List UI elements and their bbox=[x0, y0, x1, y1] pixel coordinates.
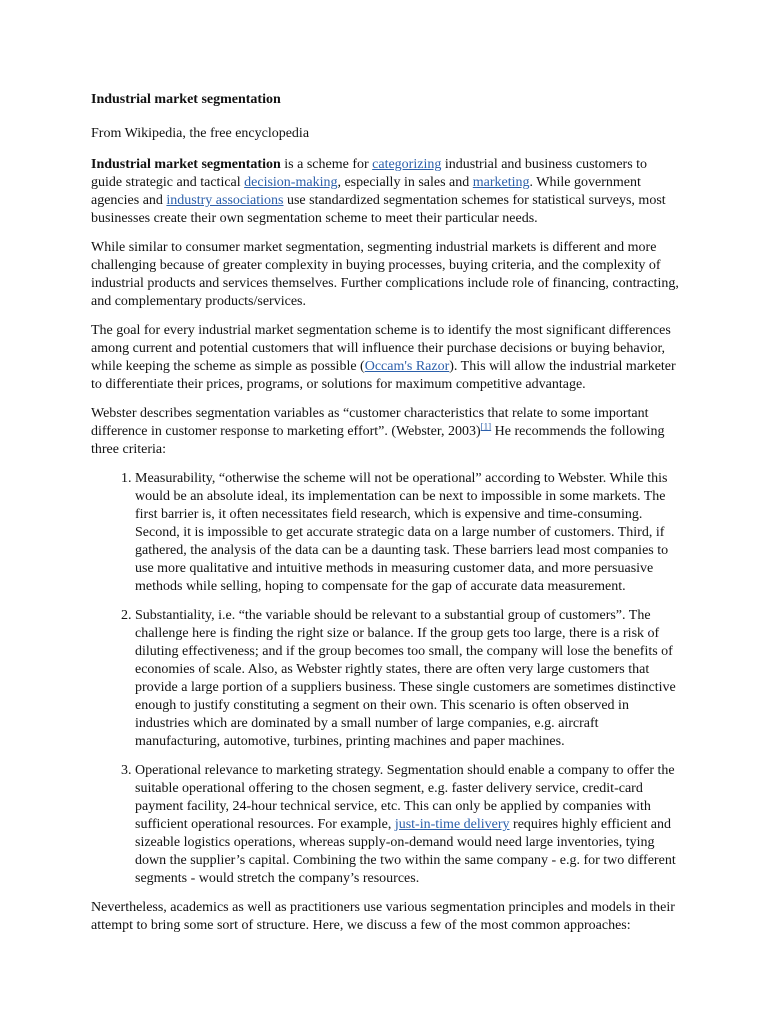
categorizing-link[interactable]: categorizing bbox=[372, 157, 442, 172]
goal-paragraph: The goal for every industrial market segmentation scheme is to identify the most significant differences among current and potential customers that will influence their purchase decisions or buying behavior, while keeping the scheme as simple as possible (Occam's Razor). This will allow the industrial marketer to differentiate their prices, programs, or solutions for maximum competitive advantage. bbox=[91, 323, 676, 392]
closing-paragraph: Nevertheless, academics as well as practitioners use various segmentation principles and models in their attempt to bring some sort of structure. Here, we discuss a few of the most common approaches: bbox=[91, 900, 675, 933]
complexity-paragraph: While similar to consumer market segmentation, segmenting industrial markets is different and more challenging because of greater complexity in buying processes, buying criteria, and the complexity of industrial products and services themselves. Further complications include role of financing, contracting, and complementary products/services. bbox=[91, 240, 679, 309]
decision-making-link[interactable]: decision-making bbox=[244, 175, 338, 190]
article-source: From Wikipedia, the free encyclopedia bbox=[91, 126, 310, 141]
just-in-time-delivery-link[interactable]: just-in-time delivery bbox=[394, 817, 510, 832]
criterion-measurability: 1. Measurability, “otherwise the scheme will not be operational” according to Webster. While this would be an absolute ideal, its implementation can be next to impossible in some markets. The first barrier is, it often necessitates field research, which is expensive and time-consuming. Second, it is impossible to get accurate strategic data on a large number of customers. Third, if gathered, the analysis of the data can be a daunting task. These barriers lead most companies to use more qualitative and intuitive methods in measuring customer data, and more persuasive methods while selling, hoping to compensate for the gap of accurate data measurement. bbox=[135, 470, 679, 596]
article-title: Industrial market segmentation bbox=[91, 92, 281, 107]
intro-paragraph: Industrial market segmentation is a scheme for categorizing industrial and business customers to guide strategic and tactical decision-making, especially in sales and marketing. While government agencies and industry associations use standardized segmentation schemes for statistical surveys, most businesses create their own segmentation scheme to meet their particular needs. bbox=[91, 157, 666, 226]
webster-paragraph: Webster describes segmentation variables as “customer characteristics that relate to some important difference in customer response to marketing effort”. (Webster, 2003)[1] He recommends the following three criteria: bbox=[91, 406, 665, 457]
industry-associations-link[interactable]: industry associations bbox=[166, 193, 284, 208]
marketing-link[interactable]: marketing bbox=[472, 175, 530, 190]
document-page bbox=[91, 91, 679, 946]
criterion-substantiality: 2. Substantiality, i.e. “the variable should be relevant to a substantial group of customers”. The challenge here is finding the right size or balance. If the group gets too large, there is a risk of diluting effectiveness; and if the group becomes too small, the company will lose the benefits of economies of scale. Also, as Webster rightly states, there are often very large customers that provide a large portion of a suppliers business. These single customers are sometimes distinctive enough to justify constituting a segment on their own. This scenario is often observed in industries which are dominated by a small number of large companies, e.g. aircraft manufacturing, automotive, turbines, printing machines and paper machines. bbox=[135, 607, 679, 751]
criterion-operational-relevance: 3. Operational relevance to marketing strategy. Segmentation should enable a company to offer the suitable operational offering to the chosen segment, e.g. faster delivery service, credit-card payment facility, 24-hour technical service, etc. This can only be applied by companies with sufficient operational resources. For example, just-in-time delivery requires highly efficient and sizeable logistics operations, whereas supply-on-demand would need large inventories, tying down the supplier’s capital. Combining the two within the same company - e.g. for two different segments - would stretch the company’s resources. bbox=[135, 762, 679, 888]
reference-1-link[interactable]: [1] bbox=[480, 421, 492, 432]
criteria-list bbox=[91, 470, 679, 888]
occams-razor-link[interactable]: Occam's Razor bbox=[364, 359, 450, 374]
intro-bold-term: Industrial market segmentation bbox=[91, 157, 281, 172]
